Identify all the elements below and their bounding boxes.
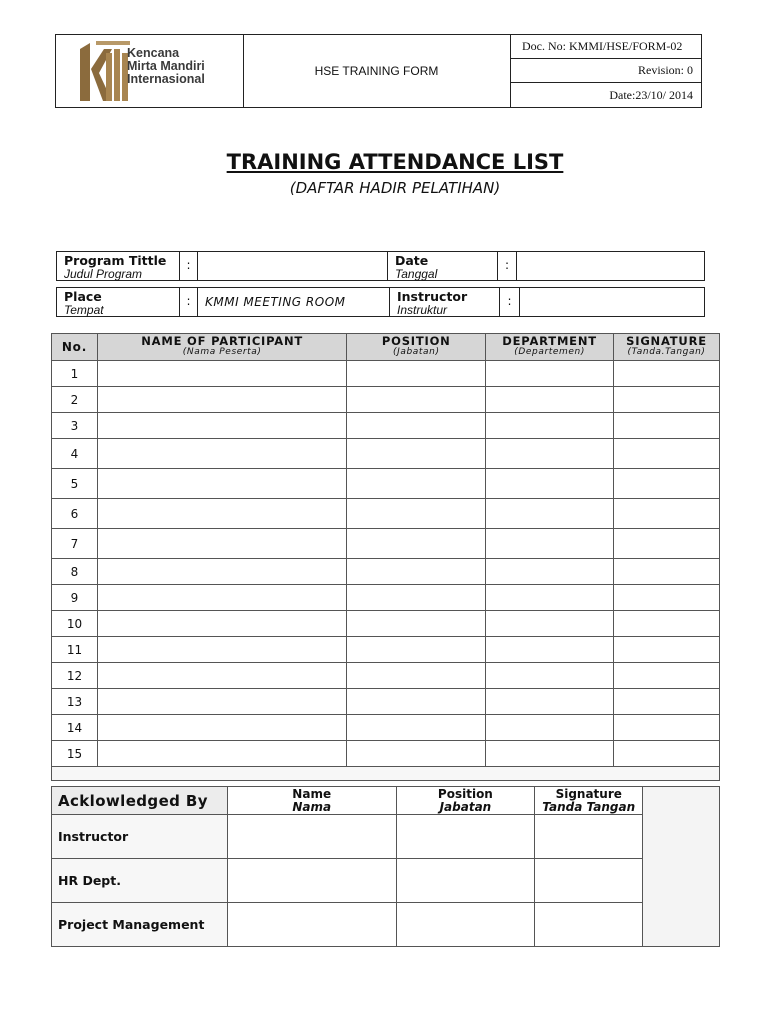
department-cell[interactable] bbox=[486, 611, 614, 637]
table-row bbox=[52, 361, 720, 387]
ack-position-field[interactable] bbox=[396, 903, 535, 947]
department-cell[interactable] bbox=[486, 741, 614, 767]
page-title: TRAINING ATTENDANCE LIST bbox=[226, 150, 564, 174]
spacer-row bbox=[52, 767, 720, 781]
instructor-label: Instructor bbox=[397, 289, 468, 304]
revision: Revision: 0 bbox=[510, 59, 701, 83]
row-number: 13 bbox=[52, 689, 98, 715]
row-number: 9 bbox=[52, 585, 98, 611]
row-number: 7 bbox=[52, 529, 98, 559]
ack-signature-field[interactable] bbox=[535, 859, 643, 903]
ack-col-position: Position Jabatan bbox=[396, 787, 535, 815]
attendance-header-row bbox=[52, 334, 720, 361]
spacer-cell bbox=[52, 767, 720, 781]
row-number: 5 bbox=[52, 469, 98, 499]
company-logo bbox=[56, 35, 244, 107]
participant-name-cell[interactable] bbox=[97, 469, 346, 499]
row-number: 8 bbox=[52, 559, 98, 585]
participant-name-cell[interactable] bbox=[97, 663, 346, 689]
program-label: Program Tittle bbox=[64, 253, 167, 268]
place-value: KMMI MEETING ROOM bbox=[205, 295, 346, 309]
participant-name-cell[interactable] bbox=[97, 361, 346, 387]
table-row bbox=[52, 611, 720, 637]
date-label-sub: Tanggal bbox=[395, 267, 438, 281]
signature-cell[interactable] bbox=[614, 439, 720, 469]
signature-cell[interactable] bbox=[614, 499, 720, 529]
doc-number: Doc. No: KMMI/HSE/FORM-02 bbox=[510, 35, 701, 59]
position-cell[interactable] bbox=[347, 469, 486, 499]
department-cell[interactable] bbox=[486, 387, 614, 413]
page-subtitle: (DAFTAR HADIR PELATIHAN) bbox=[289, 179, 501, 197]
table-row bbox=[52, 439, 720, 469]
signature-cell[interactable] bbox=[614, 585, 720, 611]
department-cell[interactable] bbox=[486, 559, 614, 585]
row-number: 4 bbox=[52, 439, 98, 469]
position-cell[interactable] bbox=[347, 715, 486, 741]
ack-position-field[interactable] bbox=[396, 859, 535, 903]
department-cell[interactable] bbox=[486, 663, 614, 689]
date-label-cell bbox=[388, 252, 498, 280]
date-label: Date bbox=[395, 253, 429, 268]
table-row bbox=[52, 663, 720, 689]
col-department: DEPARTMENT (Departemen) bbox=[486, 334, 614, 361]
ack-col-name: Name Nama bbox=[227, 787, 396, 815]
department-cell[interactable] bbox=[486, 499, 614, 529]
ack-name-field[interactable] bbox=[227, 903, 396, 947]
participant-name-cell[interactable] bbox=[97, 413, 346, 439]
ack-signature-field[interactable] bbox=[535, 815, 643, 859]
participant-name-cell[interactable] bbox=[97, 715, 346, 741]
colon-cell: : bbox=[498, 252, 517, 280]
position-cell[interactable] bbox=[347, 387, 486, 413]
place-instructor-row bbox=[56, 287, 705, 317]
signature-cell[interactable] bbox=[614, 715, 720, 741]
place-label: Place bbox=[64, 289, 102, 304]
program-label-cell bbox=[57, 252, 180, 280]
table-row bbox=[52, 741, 720, 767]
row-number: 6 bbox=[52, 499, 98, 529]
table-row bbox=[52, 559, 720, 585]
participant-name-cell[interactable] bbox=[97, 529, 346, 559]
signature-cell[interactable] bbox=[614, 689, 720, 715]
participant-name-cell[interactable] bbox=[97, 559, 346, 585]
department-cell[interactable] bbox=[486, 715, 614, 741]
acknowledged-table bbox=[51, 786, 720, 947]
participant-name-cell[interactable] bbox=[97, 689, 346, 715]
table-row bbox=[52, 715, 720, 741]
position-cell[interactable] bbox=[347, 637, 486, 663]
attendance-table bbox=[51, 333, 720, 781]
instructor-label-sub: Instruktur bbox=[397, 303, 448, 317]
place-label-sub: Tempat bbox=[64, 303, 104, 317]
program-date-row bbox=[56, 251, 705, 281]
date-field[interactable] bbox=[517, 252, 705, 280]
ack-name-field[interactable] bbox=[227, 815, 396, 859]
ack-col-signature: Signature Tanda Tangan bbox=[535, 787, 643, 815]
ack-side-cell bbox=[643, 787, 720, 947]
table-row bbox=[52, 637, 720, 663]
ack-position-field[interactable] bbox=[396, 815, 535, 859]
ack-name-field[interactable] bbox=[227, 859, 396, 903]
ack-row bbox=[52, 859, 720, 903]
position-cell[interactable] bbox=[347, 559, 486, 585]
position-cell[interactable] bbox=[347, 689, 486, 715]
signature-cell[interactable] bbox=[614, 611, 720, 637]
signature-cell[interactable] bbox=[614, 413, 720, 439]
instructor-label-cell bbox=[390, 288, 500, 316]
document-meta bbox=[510, 35, 701, 107]
form-header bbox=[55, 34, 702, 108]
table-row bbox=[52, 585, 720, 611]
position-cell[interactable] bbox=[347, 611, 486, 637]
row-number: 10 bbox=[52, 611, 98, 637]
signature-cell[interactable] bbox=[614, 361, 720, 387]
place-label-cell bbox=[57, 288, 180, 316]
instructor-field[interactable] bbox=[520, 288, 705, 316]
participant-name-cell[interactable] bbox=[97, 439, 346, 469]
ack-row-label: Instructor bbox=[52, 815, 228, 859]
program-label-sub: Judul Program bbox=[64, 267, 143, 281]
participant-name-cell[interactable] bbox=[97, 741, 346, 767]
department-cell[interactable] bbox=[486, 689, 614, 715]
row-number: 11 bbox=[52, 637, 98, 663]
department-cell[interactable] bbox=[486, 361, 614, 387]
position-cell[interactable] bbox=[347, 499, 486, 529]
ack-row-label: Project Management bbox=[52, 903, 228, 947]
signature-cell[interactable] bbox=[614, 663, 720, 689]
row-number: 2 bbox=[52, 387, 98, 413]
ack-row bbox=[52, 903, 720, 947]
department-cell[interactable] bbox=[486, 529, 614, 559]
ack-signature-field[interactable] bbox=[535, 903, 643, 947]
kmmi-logo-icon bbox=[66, 35, 136, 109]
department-cell[interactable] bbox=[486, 469, 614, 499]
table-row bbox=[52, 387, 720, 413]
table-row bbox=[52, 469, 720, 499]
department-cell[interactable] bbox=[486, 439, 614, 469]
department-cell[interactable] bbox=[486, 413, 614, 439]
colon-cell: : bbox=[500, 288, 520, 316]
table-row bbox=[52, 413, 720, 439]
department-cell[interactable] bbox=[486, 637, 614, 663]
department-cell[interactable] bbox=[486, 585, 614, 611]
position-cell[interactable] bbox=[347, 663, 486, 689]
row-number: 12 bbox=[52, 663, 98, 689]
acknowledged-header-row bbox=[52, 787, 720, 815]
signature-cell[interactable] bbox=[614, 529, 720, 559]
program-title-field[interactable] bbox=[198, 252, 388, 280]
colon-cell: : bbox=[180, 288, 198, 316]
position-cell[interactable] bbox=[347, 413, 486, 439]
place-field[interactable] bbox=[198, 288, 390, 316]
col-signature: SIGNATURE (Tanda.Tangan) bbox=[614, 334, 720, 361]
position-cell[interactable] bbox=[347, 361, 486, 387]
signature-cell[interactable] bbox=[614, 469, 720, 499]
position-cell[interactable] bbox=[347, 585, 486, 611]
participant-name-cell[interactable] bbox=[97, 637, 346, 663]
participant-name-cell[interactable] bbox=[97, 585, 346, 611]
col-position: POSITION (Jabatan) bbox=[347, 334, 486, 361]
position-cell[interactable] bbox=[347, 741, 486, 767]
row-number: 14 bbox=[52, 715, 98, 741]
company-name: Kencana Mirta Mandiri Internasional bbox=[127, 46, 205, 86]
table-row bbox=[52, 529, 720, 559]
table-row bbox=[52, 689, 720, 715]
document-date: Date:23/10/ 2014 bbox=[609, 87, 693, 102]
signature-cell[interactable] bbox=[614, 559, 720, 585]
form-title: HSE TRAINING FORM bbox=[243, 35, 511, 107]
position-cell[interactable] bbox=[347, 439, 486, 469]
participant-name-cell[interactable] bbox=[97, 387, 346, 413]
signature-cell[interactable] bbox=[614, 387, 720, 413]
col-no: No. bbox=[52, 334, 98, 361]
table-row bbox=[52, 499, 720, 529]
ack-row-label: HR Dept. bbox=[52, 859, 228, 903]
row-number: 3 bbox=[52, 413, 98, 439]
col-name: NAME OF PARTICIPANT (Nama Peserta) bbox=[97, 334, 346, 361]
participant-name-cell[interactable] bbox=[97, 611, 346, 637]
participant-name-cell[interactable] bbox=[97, 499, 346, 529]
position-cell[interactable] bbox=[347, 529, 486, 559]
signature-cell[interactable] bbox=[614, 741, 720, 767]
colon-cell: : bbox=[180, 252, 198, 280]
signature-cell[interactable] bbox=[614, 637, 720, 663]
row-number: 1 bbox=[52, 361, 98, 387]
row-number: 15 bbox=[52, 741, 98, 767]
ack-row bbox=[52, 815, 720, 859]
acknowledged-heading: Acklowledged By bbox=[52, 787, 228, 815]
